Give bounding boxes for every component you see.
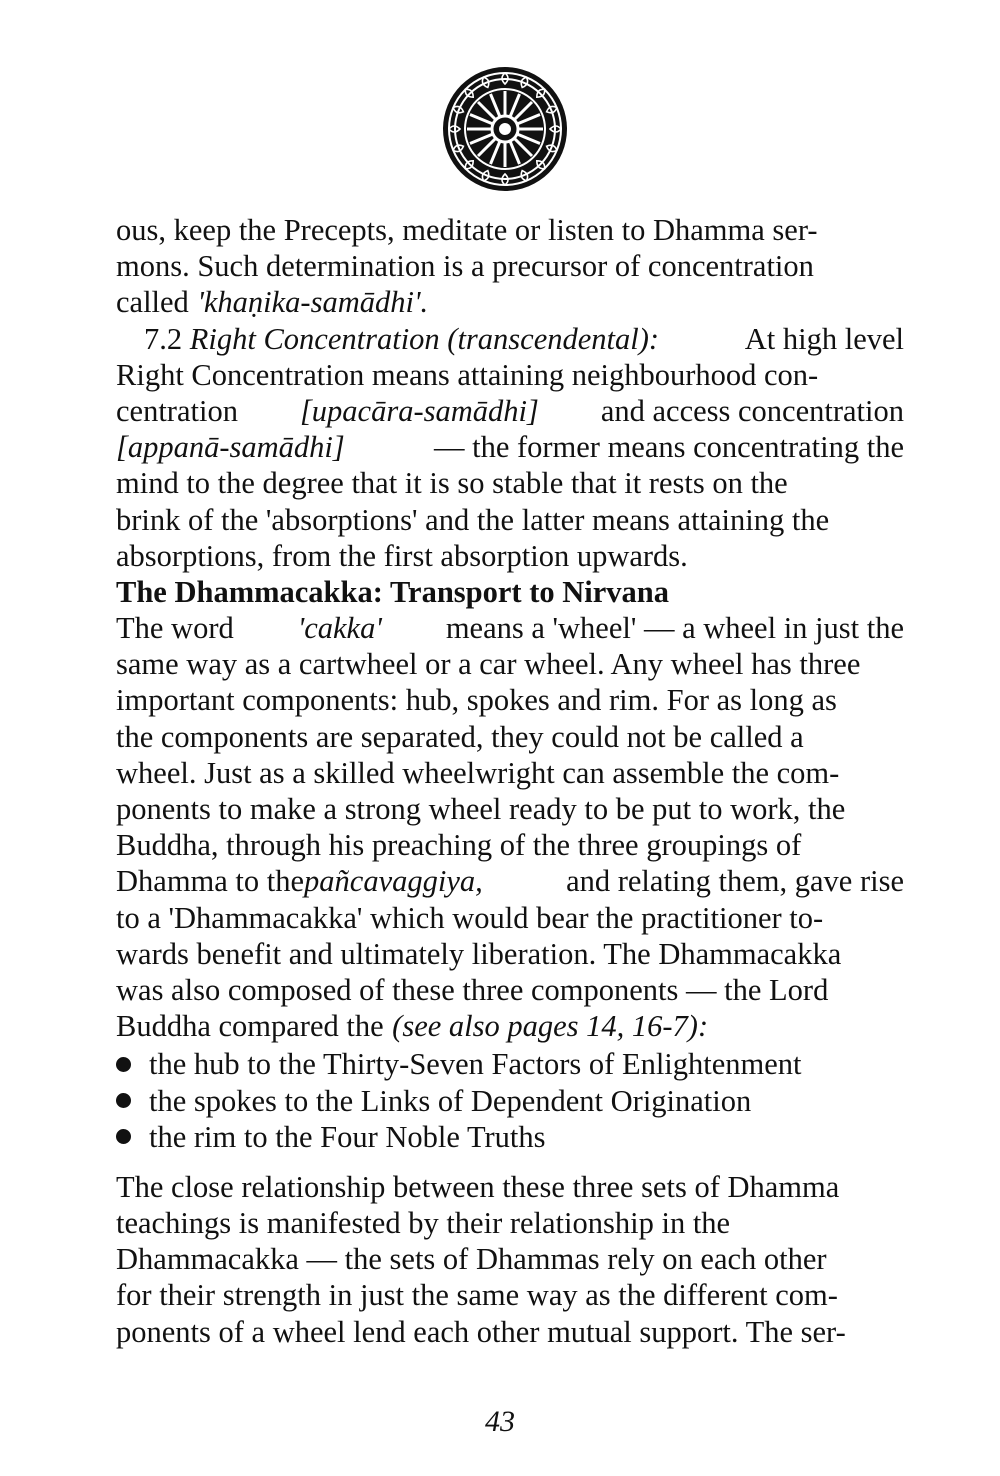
text-line: The close relationship between these three sets of Dhamma xyxy=(116,1169,840,1204)
text-line xyxy=(116,393,904,429)
text-line: the components are separated, they could not be called a xyxy=(116,719,804,754)
text-span: centration xyxy=(116,393,238,428)
list-item-text: the spokes to the Links of Dependent Origination xyxy=(149,1083,752,1118)
text-line: mind to the degree that it is so stable that it rests on the xyxy=(116,466,788,501)
text-span: means a 'wheel' — a wheel in just the xyxy=(445,611,904,646)
text-span: and relating them, gave rise xyxy=(566,864,904,899)
text-line xyxy=(116,610,904,646)
list-item xyxy=(116,1083,904,1119)
text-line: Dhammacakka — the sets of Dhammas rely on each other xyxy=(116,1242,827,1277)
text-line: wheel. Just as a skilled wheelwright can assemble the com- xyxy=(116,755,840,790)
pali-term: 'cakka' xyxy=(297,611,382,646)
pali-term: [appanā-samādhi] xyxy=(116,430,345,465)
text-line: mons. Such determination is a precursor of concentration xyxy=(116,249,814,284)
text-span: At high level xyxy=(744,321,904,356)
section-number xyxy=(144,321,659,357)
wheel-ornament xyxy=(440,64,570,194)
text-line xyxy=(116,1008,904,1044)
page-number: 43 xyxy=(485,1405,515,1438)
text-line: to a 'Dhammacakka' which would bear the practitioner to- xyxy=(116,900,824,935)
text-span: called xyxy=(116,285,189,320)
text-line: for their strength in just the same way as the different com- xyxy=(116,1278,838,1313)
text-span: Dhamma to the xyxy=(116,864,305,899)
bullet-list xyxy=(116,1046,904,1155)
list-item-text: the rim to the Four Noble Truths xyxy=(149,1119,546,1154)
text-line: important components: hub, spokes and rim. For as long as xyxy=(116,683,837,718)
list-item-text: the hub to the Thirty-Seven Factors of Enlightenment xyxy=(149,1047,802,1082)
text-line: Buddha, through his preaching of the three groupings of xyxy=(116,828,802,863)
text-span: The word xyxy=(116,611,234,646)
text-line: brink of the 'absorptions' and the latter means attaining the xyxy=(116,502,830,537)
text-line xyxy=(116,284,904,320)
text-span xyxy=(116,863,483,899)
bullet-icon xyxy=(116,1129,131,1144)
section-title: Right Concentration (transcendental): xyxy=(189,321,660,356)
text-line: wards benefit and ultimately liberation. The Dhammacakka xyxy=(116,936,842,971)
pali-term: pañcavaggiya, xyxy=(304,864,483,899)
text-line xyxy=(116,429,904,465)
text-line: Right Concentration means attaining neighbourhood con- xyxy=(116,357,819,392)
text-line: was also composed of these three components — the Lord xyxy=(116,972,829,1007)
text-line: ponents to make a strong wheel ready to be put to work, the xyxy=(116,792,846,826)
pali-term: 'khaṇika-samādhi'. xyxy=(197,285,429,320)
list-item xyxy=(116,1046,904,1082)
text-line: ponents of a wheel lend each other mutual support. The ser- xyxy=(116,1314,846,1349)
text-line: absorptions, from the first absorption upwards. xyxy=(116,538,688,573)
section-number-text: 7.2 xyxy=(144,321,183,356)
text-line: same way as a cartwheel or a car wheel. Any wheel has three xyxy=(116,647,861,682)
dhammacakka-wheel-icon xyxy=(440,64,570,194)
text-line: ous, keep the Precepts, meditate or listen to Dhamma ser- xyxy=(116,213,818,247)
bullet-icon xyxy=(116,1093,131,1108)
pali-term: [upacāra-samādhi] xyxy=(299,393,539,428)
list-item xyxy=(116,1119,904,1155)
text-line: teachings is manifested by their relationship in the xyxy=(116,1206,731,1241)
text-span: and access concentration xyxy=(600,393,904,428)
section-7-2-first-line xyxy=(116,321,904,357)
bullet-icon xyxy=(116,1057,131,1072)
text-span: Buddha compared the xyxy=(116,1009,384,1044)
spacer xyxy=(116,1155,904,1169)
section-heading: The Dhammacakka: Transport to Nirvana xyxy=(116,574,669,609)
text-span: — the former means concentrating the xyxy=(433,430,904,465)
main-text xyxy=(116,212,904,1350)
page-reference: (see also pages 14, 16-7): xyxy=(392,1009,709,1044)
text-line xyxy=(116,863,904,899)
